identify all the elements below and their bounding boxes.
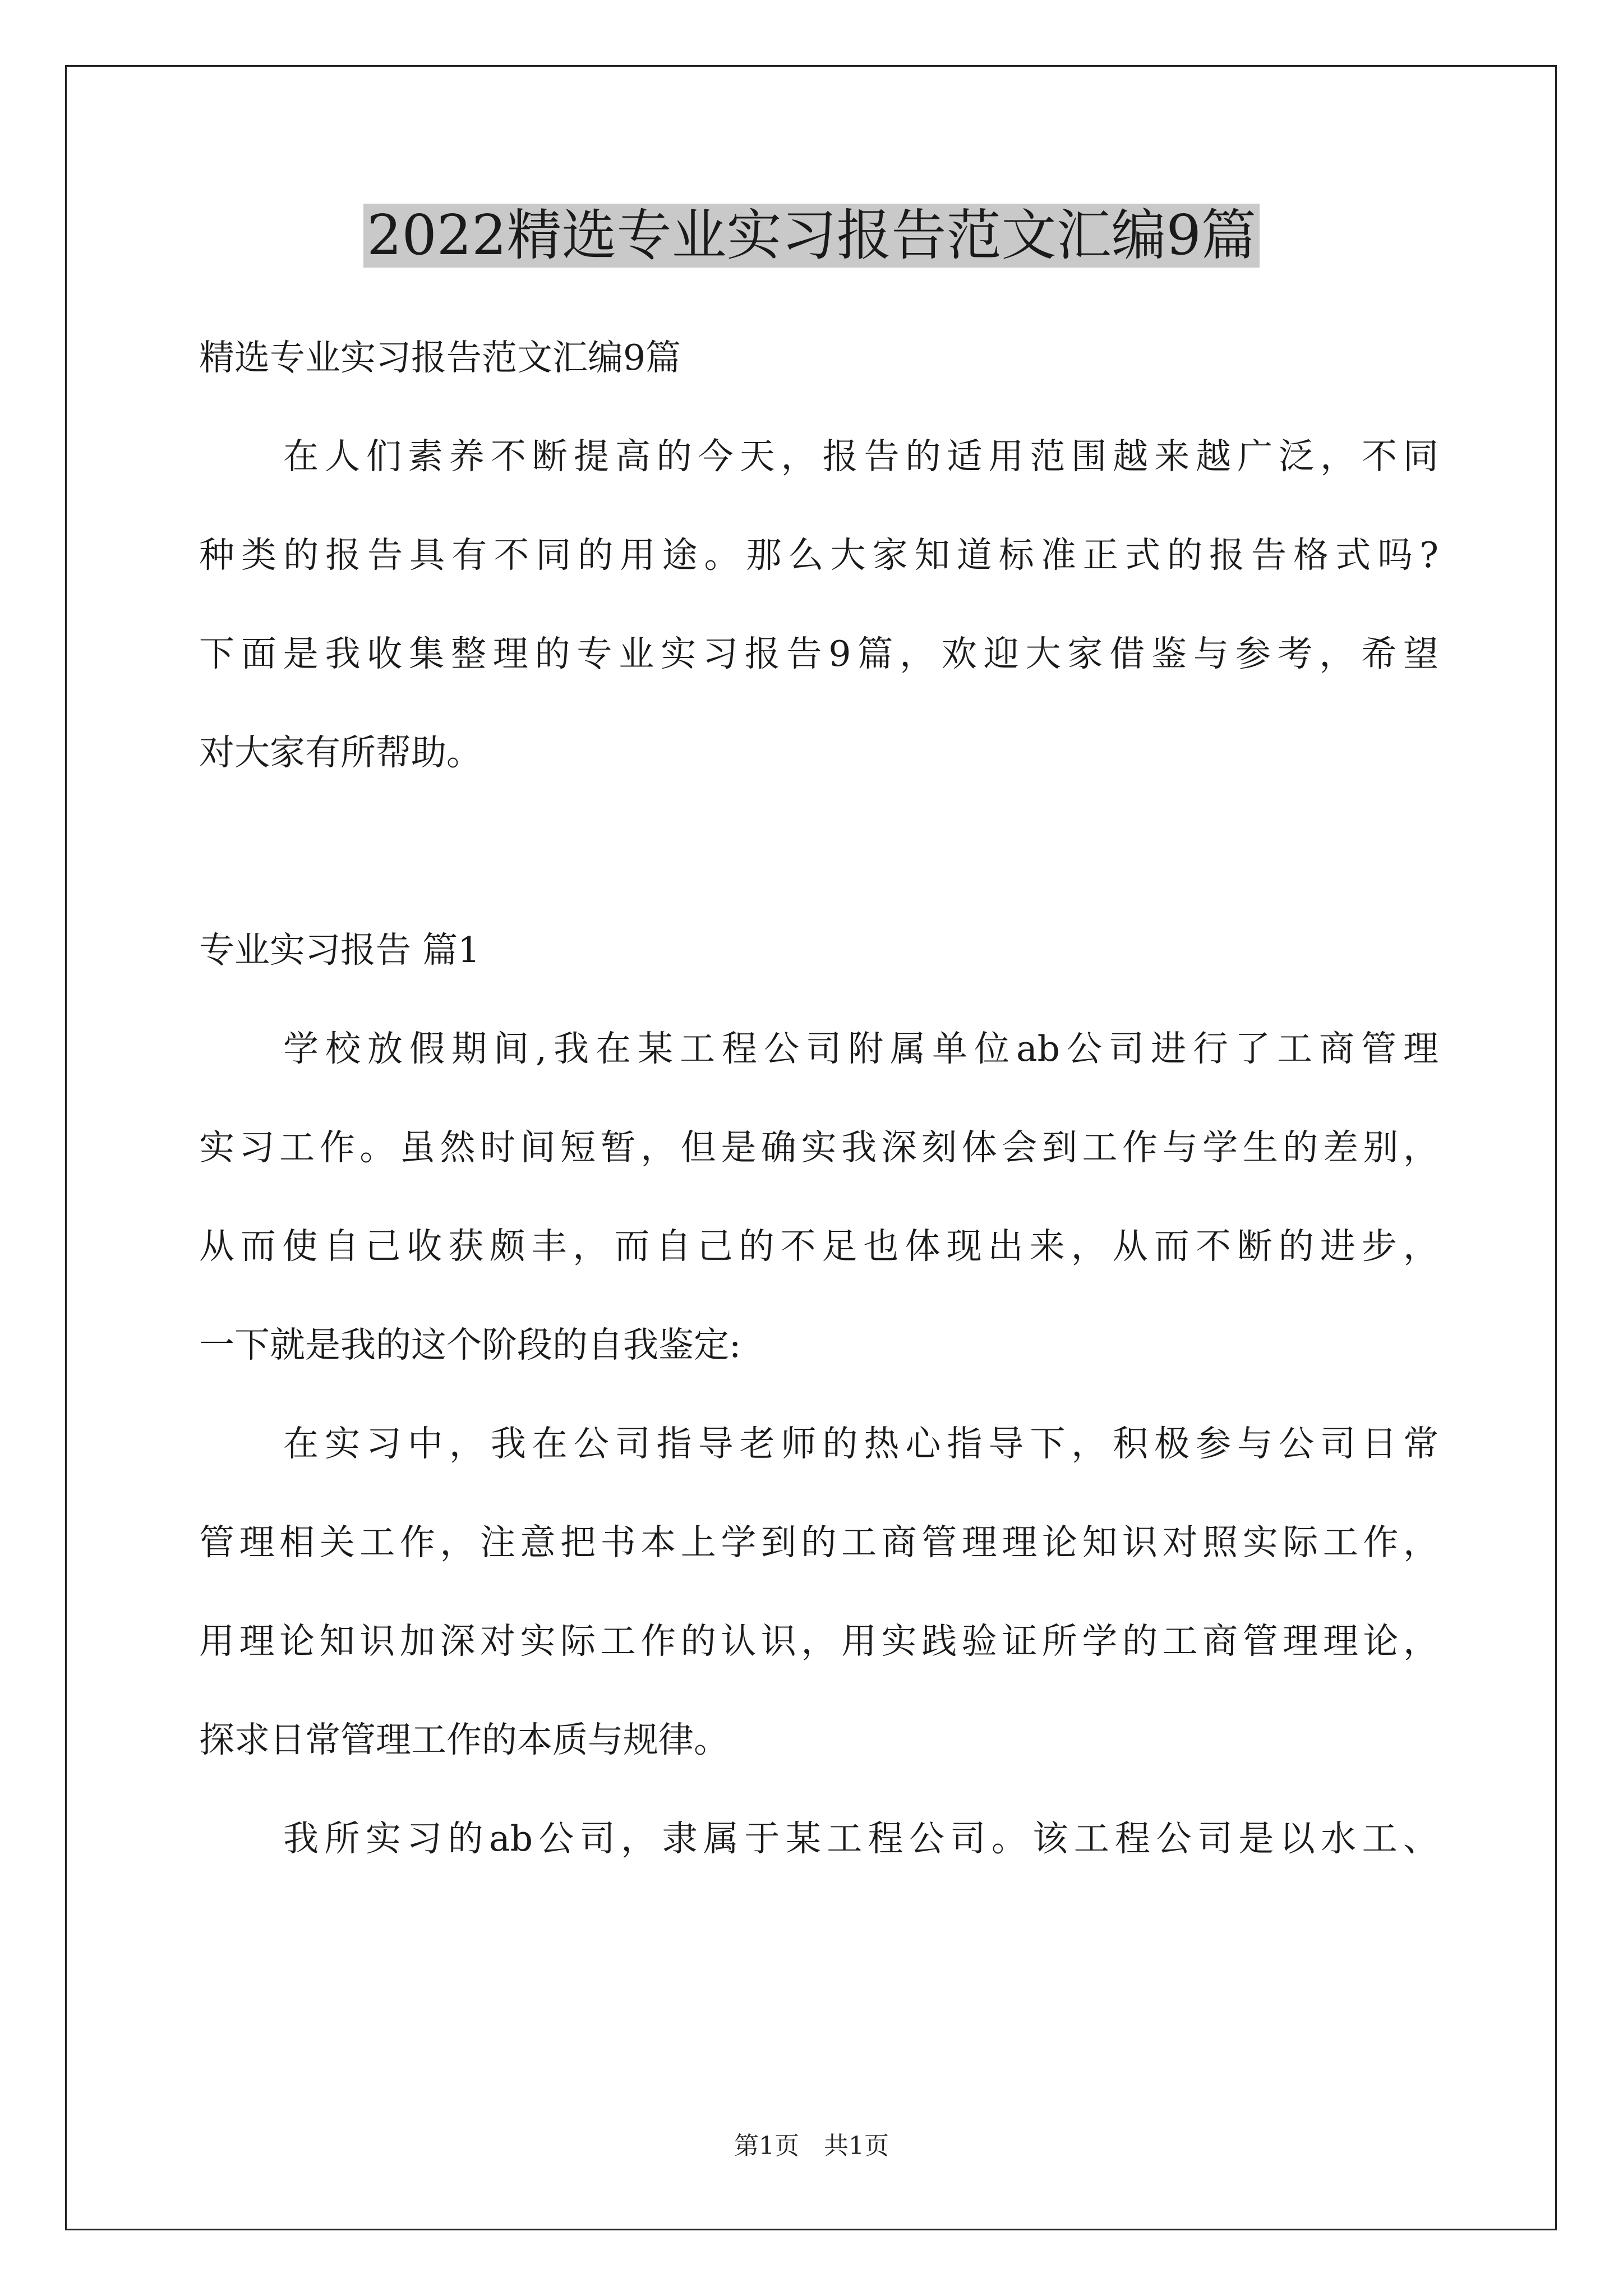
body-line-5: 在实习中，我在公司指导老师的热心指导下，积极参与公司日常 (283, 1423, 1438, 1464)
document-body (199, 309, 1438, 1888)
intro-line-3: 下面是我收集整理的专业实习报告9篇，欢迎大家借鉴与参考，希望 (199, 633, 1438, 674)
body-line-1: 学校放假期间,我在某工程公司附属单位ab公司进行了工商管理 (283, 1028, 1438, 1069)
body-line-7: 用理论知识加深对实际工作的认识，用实践验证所学的工商管理理论， (199, 1621, 1438, 1662)
body-line-6: 管理相关工作，注意把书本上学到的工商管理理论知识对照实际工作， (199, 1522, 1438, 1563)
document-subtitle: 精选专业实习报告范文汇编9篇 (199, 337, 681, 378)
document-title-text: 2022精选专业实习报告范文汇编9篇 (363, 204, 1260, 268)
body-line-8: 探求日常管理工作的本质与规律。 (199, 1719, 729, 1760)
intro-line-4: 对大家有所帮助。 (199, 732, 482, 773)
page-footer: 第1页 共1页 (734, 2132, 889, 2160)
body-line-2: 实习工作。虽然时间短暂，但是确实我深刻体会到工作与学生的差别， (199, 1127, 1438, 1168)
spacer (199, 802, 1438, 901)
body-line-4: 一下就是我的这个阶段的自我鉴定: (199, 1324, 741, 1365)
intro-line-1: 在人们素养不断提高的今天，报告的适用范围越来越广泛，不同 (283, 436, 1438, 477)
document-title (0, 194, 1623, 278)
section-heading: 专业实习报告 篇1 (199, 930, 481, 970)
body-line-3: 从而使自己收获颇丰，而自己的不足也体现出来，从而不断的进步， (199, 1226, 1438, 1267)
body-line-9: 我所实习的ab公司，隶属于某工程公司。该工程公司是以水工、 (283, 1818, 1438, 1859)
intro-line-2: 种类的报告具有不同的用途。那么大家知道标准正式的报告格式吗? (199, 535, 1438, 576)
